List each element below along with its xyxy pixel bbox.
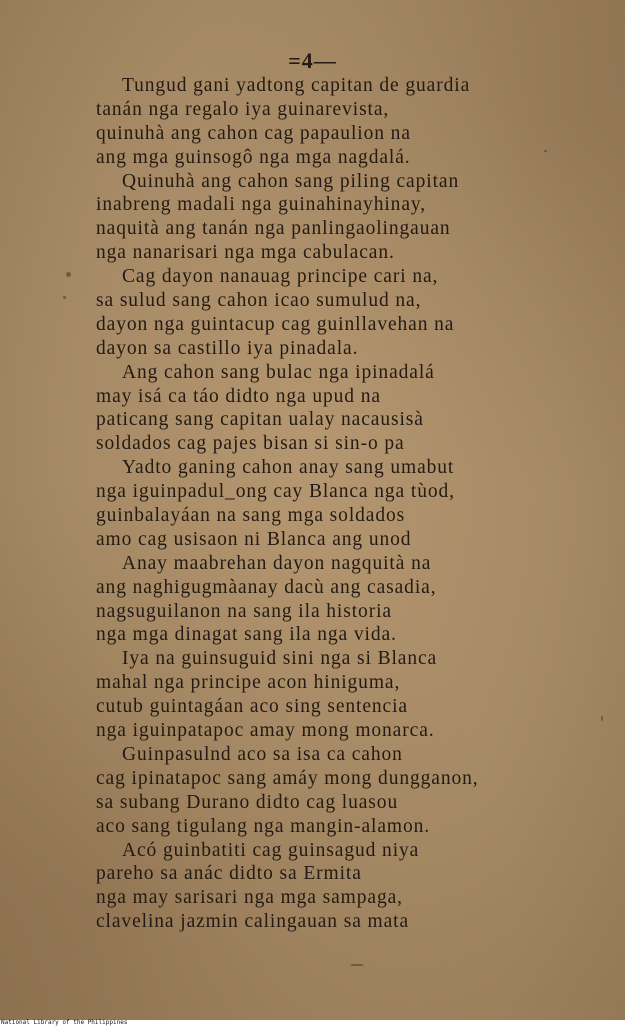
text-line: nga iguinpatapoc amay mong monarca. [96, 720, 435, 742]
text-line: nga may sarisari nga mga sampaga, [96, 887, 403, 909]
paper-speck [544, 150, 547, 152]
text-line: naquità ang tanán nga panlingaolingauan [96, 218, 451, 240]
text-line: amo cag usisaon ni Blanca ang unod [96, 528, 412, 550]
text-line: Iya na guinsuguid sini nga si Blanca [122, 648, 438, 670]
paper-speck [350, 964, 364, 966]
text-line: quinuhà ang cahon cag papaulion na [96, 122, 411, 144]
text-line: nagsuguilanon na sang ila historia [96, 600, 392, 622]
text-line: inabreng madali nga guinahinayhinay, [96, 194, 427, 216]
text-line: cag ipinatapoc sang amáy mong dungganon, [96, 767, 479, 789]
text-line: paticang sang capitan ualay nacausisà [96, 409, 424, 431]
page-number: =4— [288, 48, 337, 73]
paper-speck [63, 296, 66, 299]
paper-speck [66, 272, 71, 277]
text-line: cutub guintagáan aco sing sentencia [96, 696, 408, 718]
text-line: nga mga dinagat sang ila nga vida. [96, 624, 397, 646]
text-line: Ang cahon sang bulac nga ipinadalá [122, 361, 435, 383]
text-line: ang naghigugmàanay dacù ang casadia, [96, 576, 437, 598]
text-line: Yadto ganing cahon anay sang umabut [122, 457, 455, 479]
text-line: guinbalayáan na sang mga soldados [96, 505, 406, 527]
text-line: sa sulud sang cahon icao sumulud na, [96, 290, 422, 312]
text-line: Cag dayon nanauag principe cari na, [122, 266, 439, 288]
text-line: nga nanarisari nga mga cabulacan. [96, 242, 395, 264]
paper-speck [601, 716, 603, 721]
poem-text-block [96, 74, 566, 934]
library-footer [0, 1020, 625, 1028]
text-line: Quinuhà ang cahon sang piling capitan [122, 170, 460, 192]
text-line: Tungud gani yadtong capitan de guardia [122, 75, 471, 96]
text-line: dayon nga guintacup cag guinllavehan na [96, 313, 455, 335]
text-line: Anay maabrehan dayon nagquità na [122, 552, 432, 574]
text-line: Acó guinbatiti cag guinsagud niya [122, 839, 420, 861]
text-line: aco sang tigulang nga mangin-alamon. [96, 815, 431, 837]
text-line: clavelina jazmin calingauan sa mata [96, 911, 410, 933]
text-line: tanán nga regalo iya guinarevista, [96, 98, 390, 120]
text-line: mahal nga principe acon hiniguma, [96, 672, 401, 694]
text-line: dayon sa castillo iya pinadala. [96, 337, 359, 359]
text-line: pareho sa anác didto sa Ermita [96, 863, 362, 885]
text-line: ang mga guinsogô nga mga nagdalá. [96, 146, 411, 168]
text-line: may isá ca táo didto nga upud na [96, 385, 381, 407]
library-credit: National Library of the Philippines [1, 1019, 128, 1026]
text-line: Guinpasulnd aco sa isa ca cahon [122, 743, 403, 765]
text-line: sa subang Durano didto cag luasou [96, 791, 399, 813]
text-line: soldados cag pajes bisan si sin-o pa [96, 433, 405, 455]
text-line: nga iguinpadul_ong cay Blanca nga tùod, [96, 481, 455, 503]
